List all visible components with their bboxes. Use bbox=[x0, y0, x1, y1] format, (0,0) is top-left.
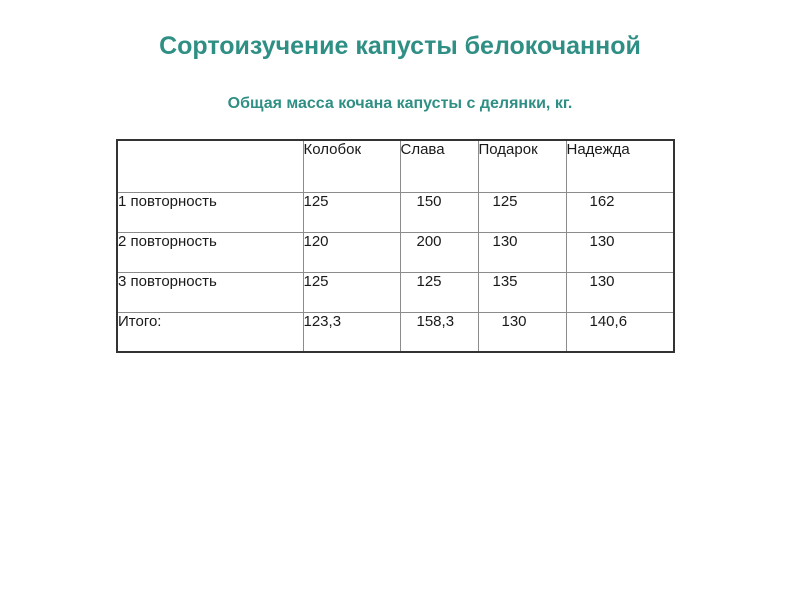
row-label: 2 повторность bbox=[117, 232, 303, 272]
table-row bbox=[117, 272, 674, 312]
table-corner-cell bbox=[117, 140, 303, 192]
row-label: 1 повторность bbox=[117, 192, 303, 232]
table-cell: 120 bbox=[303, 232, 400, 272]
table-cell: 125 bbox=[478, 192, 566, 232]
table-header-row bbox=[117, 140, 674, 192]
slide-title: Сортоизучение капусты белокочанной bbox=[159, 32, 641, 60]
table-cell: 135 bbox=[478, 272, 566, 312]
column-header: Надежда bbox=[566, 140, 674, 192]
table-cell: 123,3 bbox=[303, 312, 400, 352]
column-header: Слава bbox=[400, 140, 478, 192]
table-cell: 130 bbox=[566, 272, 674, 312]
slide-subtitle: Общая масса кочана капусты с делянки, кг. bbox=[227, 95, 573, 112]
table-cell: 140,6 bbox=[566, 312, 674, 352]
column-header: Подарок bbox=[478, 140, 566, 192]
table-cell: 130 bbox=[566, 232, 674, 272]
table-cell: 130 bbox=[478, 312, 566, 352]
table-cell: 150 bbox=[400, 192, 478, 232]
table-row bbox=[117, 192, 674, 232]
table-cell: 162 bbox=[566, 192, 674, 232]
row-label: 3 повторность bbox=[117, 272, 303, 312]
row-label: Итого: bbox=[117, 312, 303, 352]
table-cell: 125 bbox=[400, 272, 478, 312]
table-cell: 130 bbox=[478, 232, 566, 272]
table-cell: 158,3 bbox=[400, 312, 478, 352]
table-row bbox=[117, 232, 674, 272]
table-row-total bbox=[117, 312, 674, 352]
table-cell: 125 bbox=[303, 272, 400, 312]
table-cell: 200 bbox=[400, 232, 478, 272]
data-table bbox=[116, 139, 675, 353]
table-cell: 125 bbox=[303, 192, 400, 232]
column-header: Колобок bbox=[303, 140, 400, 192]
